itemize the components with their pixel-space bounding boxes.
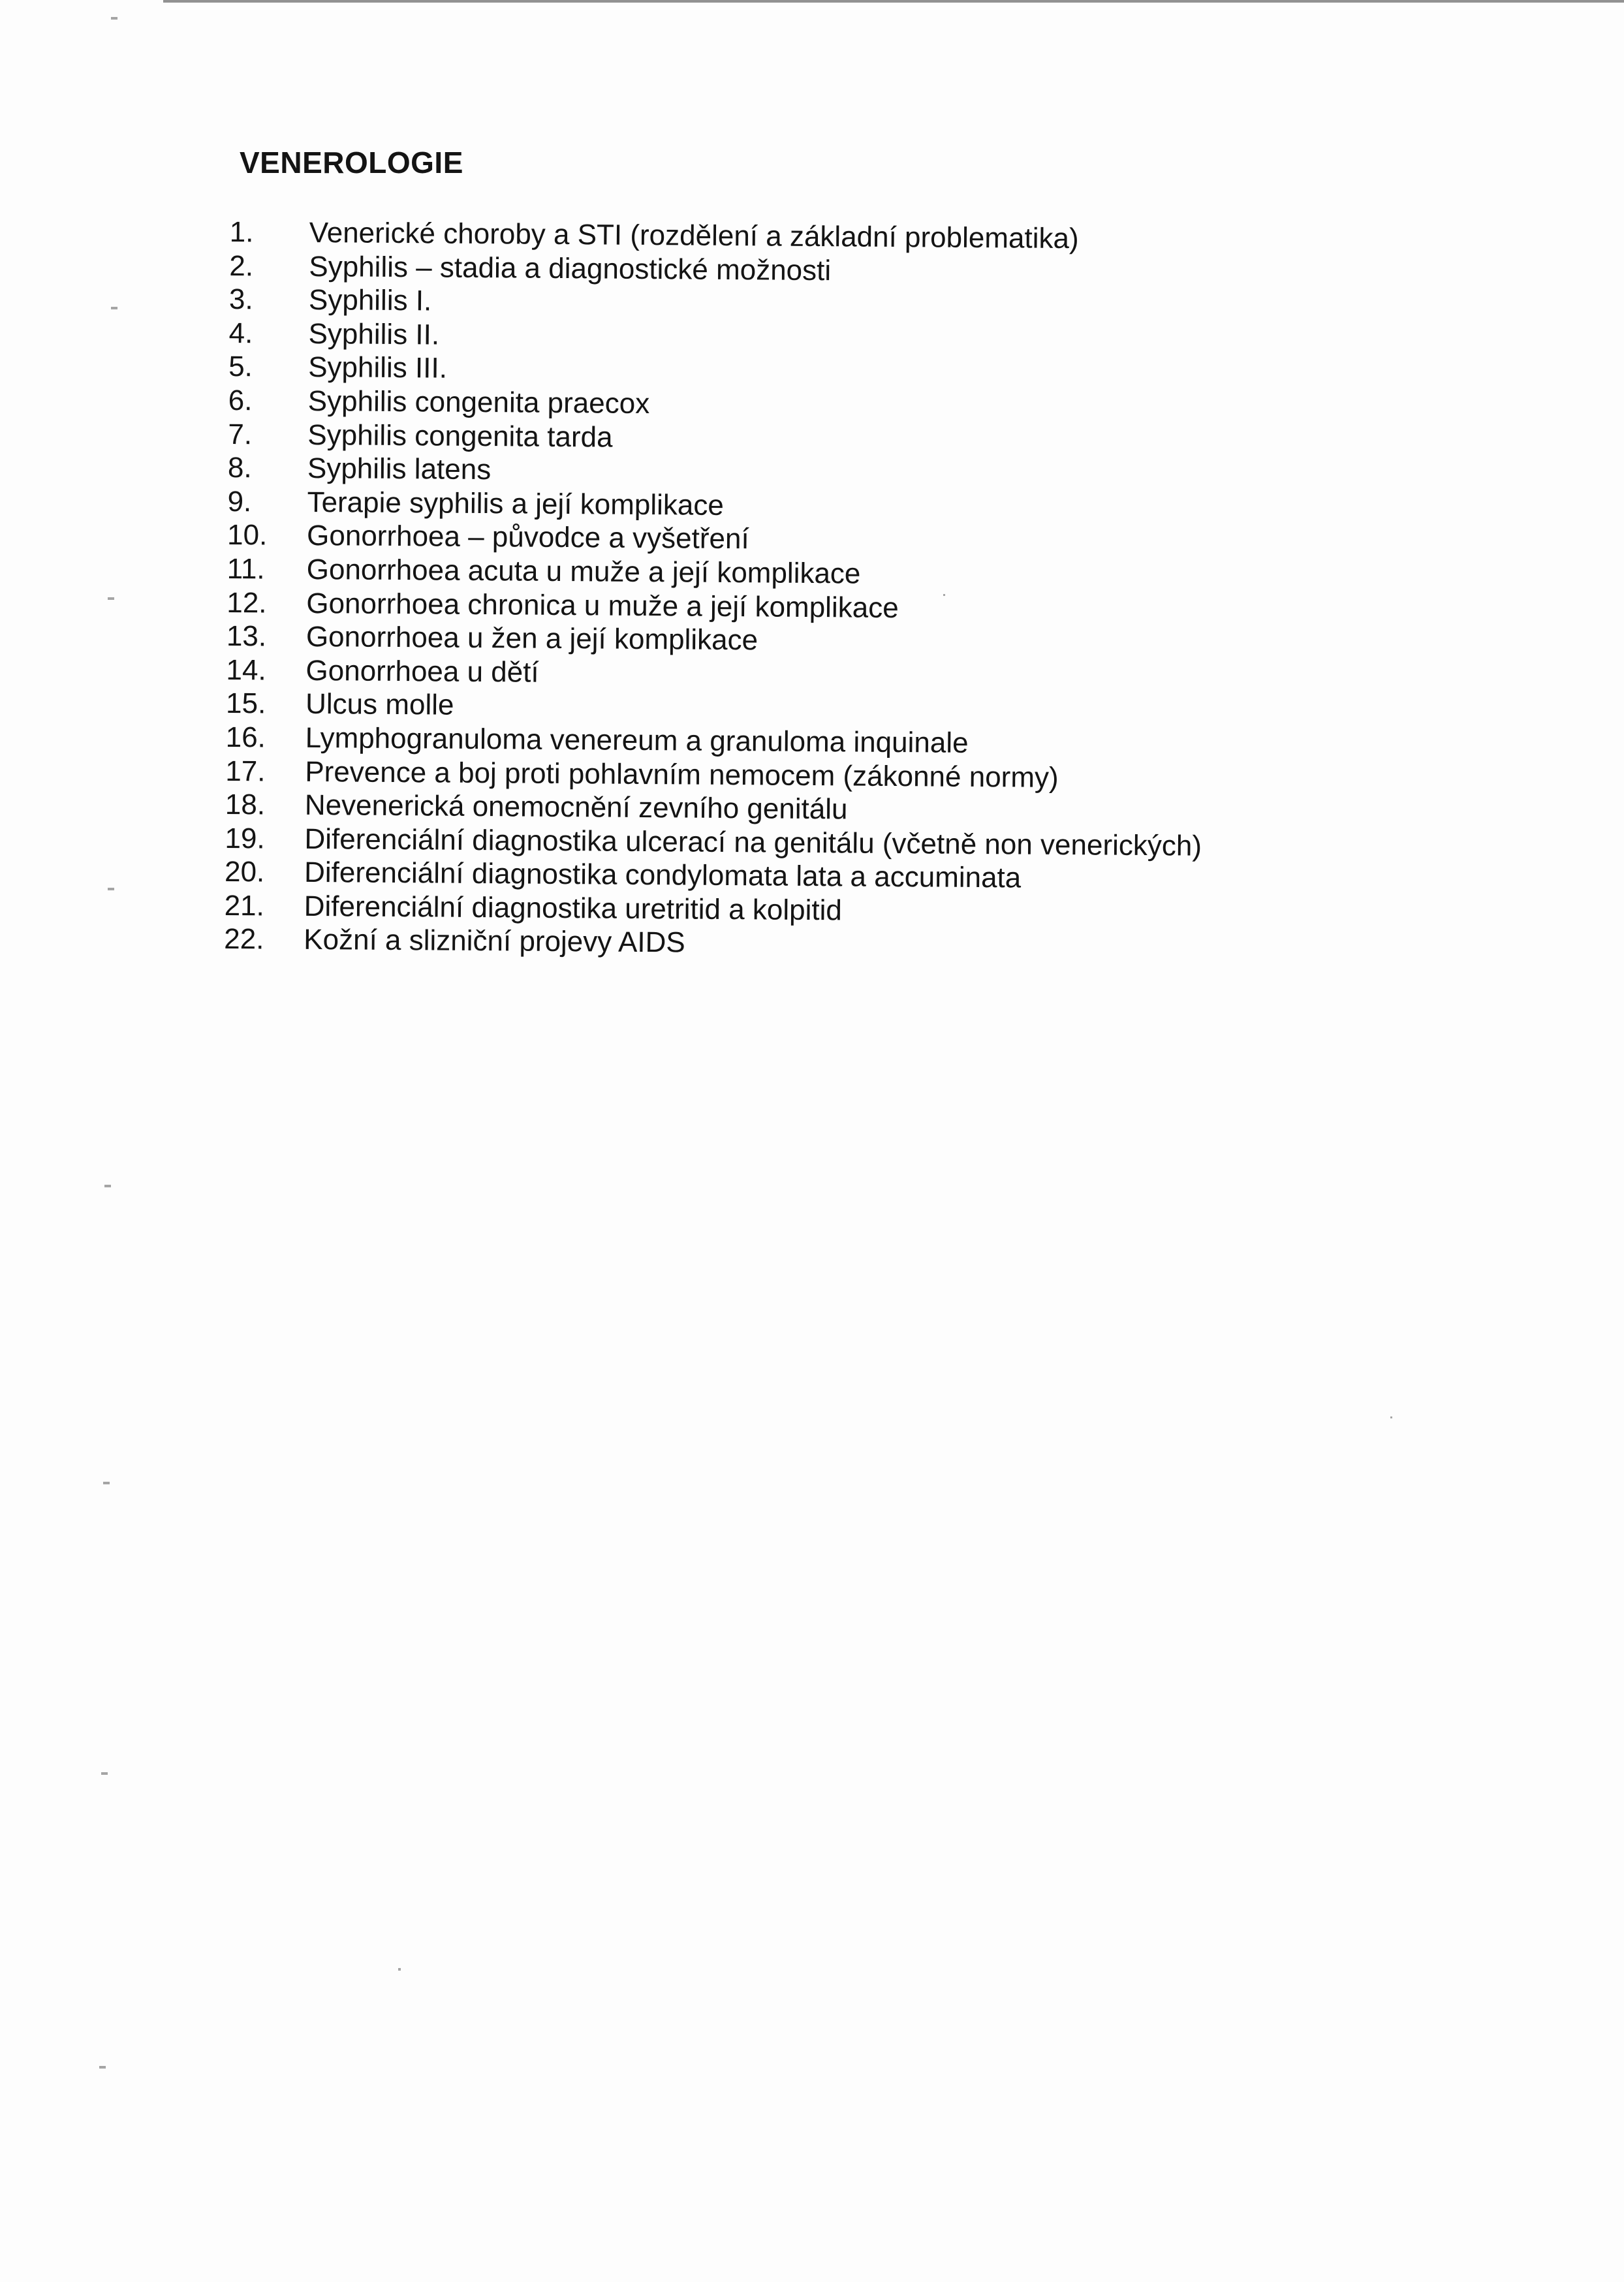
topic-text: Gonorrhoea chronica u muže a její komplikace	[306, 587, 899, 624]
scan-speck	[1390, 1416, 1392, 1418]
topic-number: 12.	[226, 586, 267, 619]
topic-number: 19.	[225, 822, 265, 855]
topic-number: 13.	[226, 620, 267, 653]
scan-speck	[108, 888, 114, 890]
topic-text: Gonorrhoea acuta u muže a její komplikace	[306, 553, 861, 590]
topic-text: Syphilis congenita praecox	[307, 384, 650, 420]
topic-number: 5.	[228, 351, 253, 383]
topic-number: 3.	[228, 283, 253, 316]
topic-number: 17.	[225, 755, 266, 787]
topic-number: 16.	[225, 721, 266, 754]
topic-text: Diferenciální diagnostika condylomata lata a accuminata	[304, 856, 1022, 894]
topic-number: 4.	[228, 317, 253, 350]
scan-speck	[108, 597, 114, 600]
scan-top-edge	[163, 0, 1624, 3]
topic-text: Diferenciální diagnostika uretritid a kolpitid	[304, 890, 843, 927]
scan-speck	[111, 17, 117, 20]
topic-text: Terapie syphilis a její komplikace	[307, 486, 725, 522]
topic-text: Kožní a slizniční projevy AIDS	[304, 924, 685, 959]
topic-text: Syphilis I.	[308, 284, 432, 317]
scan-speck	[943, 594, 945, 596]
topic-text: Syphilis II.	[308, 317, 440, 351]
topic-list	[224, 215, 1503, 966]
topic-number: 2.	[229, 249, 254, 282]
topic-number: 15.	[225, 687, 266, 720]
scan-speck	[111, 307, 117, 309]
topic-number: 22.	[224, 923, 264, 956]
topic-number: 20.	[224, 856, 265, 888]
topic-number: 11.	[226, 552, 265, 586]
topic-text: Diferenciální diagnostika ulcerací na genitálu (včetně non venerických)	[304, 822, 1202, 862]
topic-number: 8.	[227, 452, 252, 484]
topic-number: 21.	[224, 889, 265, 922]
topic-text: Syphilis – stadia a diagnostické možnosti	[309, 250, 832, 287]
topic-text: Gonorrhoea u žen a její komplikace	[305, 621, 758, 657]
topic-number: 1.	[229, 215, 254, 249]
topic-number: 7.	[228, 418, 253, 450]
topic-text: Lymphogranuloma venereum a granuloma inquinale	[305, 721, 969, 759]
topic-number: 9.	[227, 485, 252, 518]
scan-speck	[101, 1772, 108, 1775]
scan-speck	[103, 1482, 110, 1484]
topic-text: Syphilis latens	[307, 452, 492, 486]
topic-number: 18.	[225, 789, 266, 821]
topic-text: Syphilis III.	[307, 351, 448, 384]
topic-text: Venerické choroby a STI (rozdělení a základní problematika)	[309, 216, 1079, 255]
scan-speck	[398, 1968, 401, 1971]
scan-speck	[104, 1185, 111, 1187]
scan-speck	[99, 2066, 106, 2069]
topic-text: Nevenerická onemocnění zevního genitálu	[304, 789, 848, 826]
topic-text: Syphilis congenita tarda	[307, 418, 613, 454]
topic-number: 6.	[228, 384, 253, 417]
topic-text: Prevence a boj proti pohlavním nemocem (zákonné normy)	[305, 755, 1059, 794]
topic-text: Gonorrhoea – původce a vyšetření	[306, 520, 749, 555]
document-title: VENEROLOGIE	[240, 146, 463, 180]
topic-text: Ulcus molle	[305, 688, 454, 722]
topic-text: Gonorrhoea u dětí	[305, 654, 539, 689]
topic-number: 14.	[226, 653, 266, 687]
topic-number: 10.	[226, 519, 268, 552]
